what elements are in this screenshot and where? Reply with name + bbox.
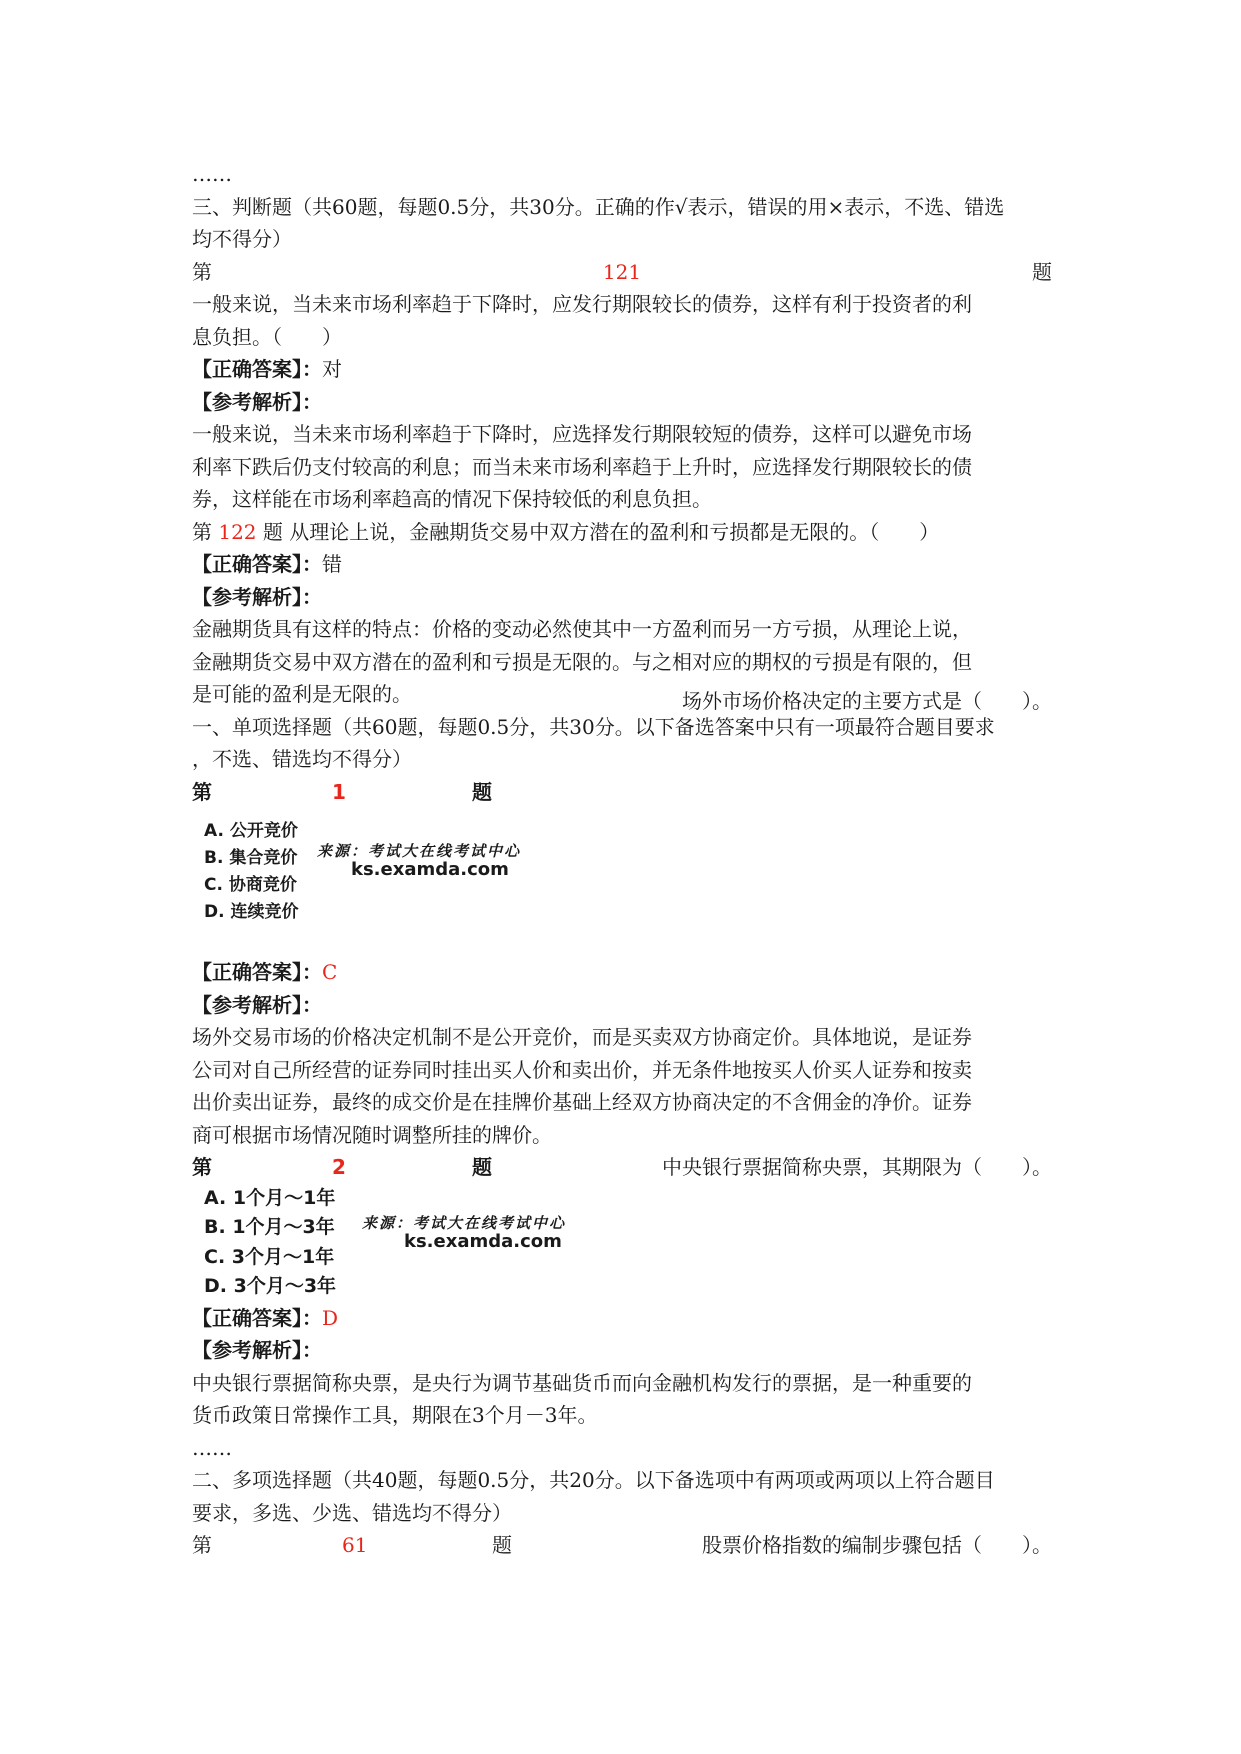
answer-value: D	[322, 1305, 339, 1330]
question-prefix: 第	[192, 519, 219, 544]
options-image	[192, 818, 1052, 926]
analysis-label: 【参考解析】：	[192, 389, 322, 414]
answer-label: 【正确答案】：	[192, 960, 322, 984]
watermark-url: ks.examda.com	[404, 1230, 562, 1252]
analysis-text: 券，这样能在市场利率趋高的情况下保持较低的利息负担。	[192, 487, 712, 511]
analysis-text: 是可能的盈利是无限的。	[192, 682, 412, 706]
question-header	[192, 776, 1052, 809]
analysis-text: 商可根据市场情况随时调整所挂的牌价。	[192, 1122, 552, 1147]
answer-value: 对	[322, 357, 342, 381]
question-prefix: 第	[192, 1533, 212, 1557]
option-d: D. 连续竞价	[204, 902, 299, 922]
analysis-text: 一般来说，当未来市场利率趋于下降时，应选择发行期限较短的债券，这样可以避免市场	[192, 422, 972, 446]
section-heading: 二、多项选择题（共40题，每题0.5分，共20分。以下备选项中有两项或两项以上符合题目	[192, 1468, 995, 1492]
question-suffix: 题	[472, 1155, 492, 1179]
question-stem: 中央银行票据简称央票，其期限为（ ）。	[662, 1155, 1052, 1179]
answer-line	[192, 548, 1052, 581]
option-c: C. 协商竞价	[204, 875, 297, 895]
question-stem-cont: 息负担。（ ）	[192, 324, 342, 349]
question-number: 61	[342, 1533, 368, 1557]
answer-label: 【正确答案】：	[192, 1305, 322, 1330]
option-c: C. 3个月～1年	[204, 1245, 335, 1268]
answer-value: C	[322, 960, 338, 984]
question-stem: 一般来说，当未来市场利率趋于下降时，应发行期限较长的债券，这样有利于投资者的利	[192, 292, 972, 316]
analysis-label: 【参考解析】：	[192, 1338, 322, 1362]
ellipsis: ……	[192, 1435, 232, 1460]
question-header	[192, 1151, 1052, 1184]
question-stem: 题 从理论上说，金融期货交易中双方潜在的盈利和亏损都是无限的。（ ）	[256, 519, 940, 544]
answer-line	[192, 1302, 1052, 1335]
question-prefix: 第	[192, 1155, 212, 1179]
question-prefix: 第	[192, 259, 212, 284]
analysis-text: 利率下跌后仍支付较高的利息；而当未来市场利率趋于上升时，应选择发行期限较长的债	[192, 454, 972, 479]
watermark	[362, 1214, 566, 1252]
question-number: 121	[602, 259, 642, 284]
answer-value: 错	[322, 552, 342, 576]
question-number: 122	[218, 519, 257, 544]
analysis-text: 金融期货具有这样的特点：价格的变动必然使其中一方盈利而另一方亏损，从理论上说，	[192, 617, 972, 641]
question-header	[192, 516, 1052, 549]
section-heading-cont: 要求，多选、少选、错选均不得分）	[192, 1500, 512, 1525]
question-number: 1	[332, 779, 346, 804]
option-a: A. 1个月～1年	[204, 1186, 336, 1209]
option-b: B. 集合竞价	[204, 848, 298, 868]
analysis-text: 场外交易市场的价格决定机制不是公开竞价，而是买卖双方协商定价。具体地说，是证券	[192, 1025, 972, 1049]
analysis-text: 出价卖出证券，最终的成交价是在挂牌价基础上经双方协商决定的不含佣金的净价。证券	[192, 1090, 972, 1114]
section-heading: 三、判断题（共60题，每题0.5分，共30分。正确的作√表示，错误的用×表示，不选、错选	[192, 194, 1005, 219]
analysis-text: 货币政策日常操作工具，期限在3个月－3年。	[192, 1403, 598, 1427]
answer-label: 【正确答案】：	[192, 552, 322, 576]
question-number: 2	[332, 1155, 346, 1179]
analysis-label: 【参考解析】：	[192, 584, 322, 609]
watermark-text: 来源：考试大在线考试中心	[362, 1213, 567, 1232]
question-header	[192, 1529, 1052, 1562]
document-page	[192, 158, 1052, 1562]
answer-line	[192, 956, 1052, 989]
watermark	[317, 842, 521, 880]
question-header	[192, 256, 1052, 289]
section-heading-cont: 均不得分）	[192, 227, 292, 251]
answer-line	[192, 353, 1052, 386]
analysis-label: 【参考解析】：	[192, 992, 322, 1017]
option-d: D. 3个月～3年	[204, 1275, 337, 1297]
section-heading-cont: ，不选、错选均不得分）	[192, 747, 412, 771]
option-b: B. 1个月～3年	[204, 1216, 335, 1238]
options-image	[192, 1184, 1052, 1302]
question-suffix: 题	[472, 779, 492, 804]
question-prefix: 第	[192, 779, 212, 804]
analysis-text: 中央银行票据简称央票，是央行为调节基础货币而向金融机构发行的票据，是一种重要的	[192, 1370, 972, 1395]
section-heading: 一、单项选择题（共60题，每题0.5分，共30分。以下备选答案中只有一项最符合题目要求	[192, 714, 995, 739]
watermark-url: ks.examda.com	[351, 859, 509, 880]
ellipsis: ……	[192, 162, 232, 186]
answer-label: 【正确答案】：	[192, 357, 322, 381]
option-a: A. 公开竞价	[204, 821, 298, 841]
question-stem: 场外市场价格决定的主要方式是（ ）。	[682, 689, 1052, 713]
question-stem: 股票价格指数的编制步骤包括（ ）。	[702, 1533, 1052, 1557]
analysis-text: 公司对自己所经营的证券同时挂出买人价和卖出价，并无条件地按买人价买人证券和按卖	[192, 1057, 972, 1082]
analysis-text: 金融期货交易中双方潜在的盈利和亏损是无限的。与之相对应的期权的亏损是有限的，但	[192, 649, 972, 674]
question-suffix: 题	[1032, 259, 1052, 284]
question-suffix: 题	[492, 1533, 512, 1557]
watermark-text: 来源：考试大在线考试中心	[317, 842, 522, 860]
